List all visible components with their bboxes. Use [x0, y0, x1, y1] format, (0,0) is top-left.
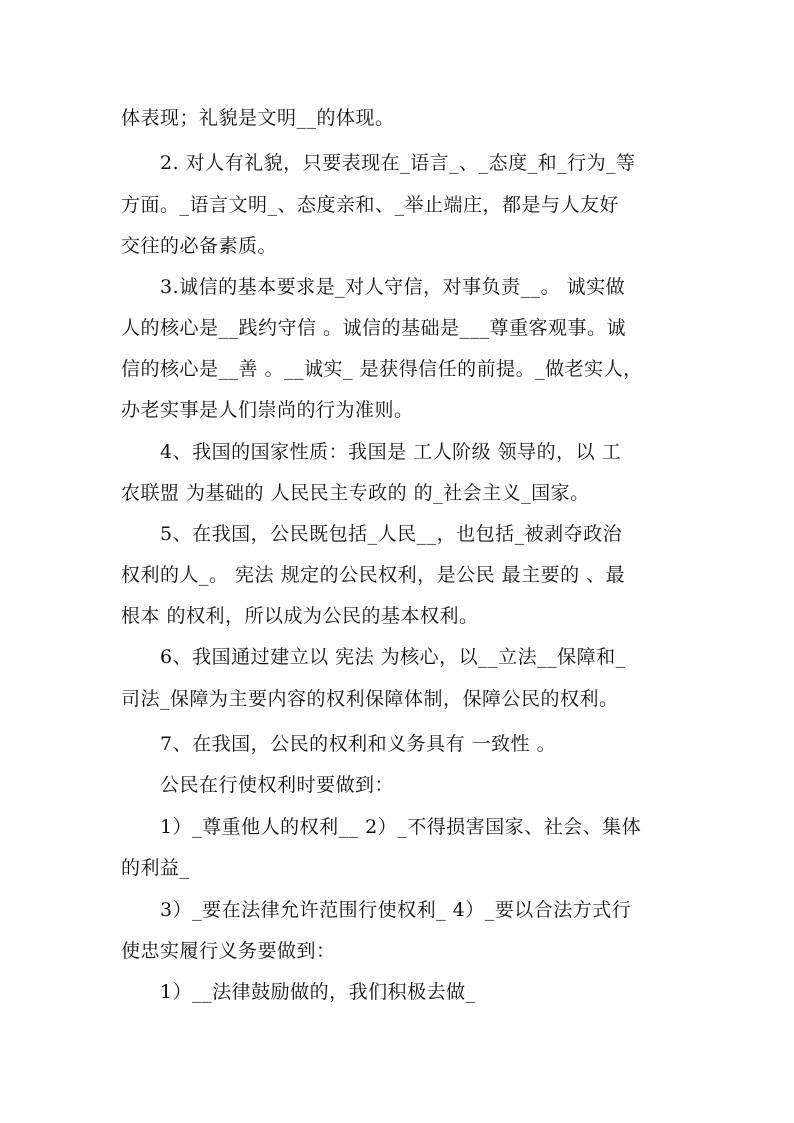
text-line-11: 5、在我国，公民既包括_人民__，也包括_被剥夺政治: [160, 523, 623, 545]
text-line-21: 使忠实履行义务要做到：: [121, 940, 336, 962]
text-line-19: 的利益_: [121, 857, 190, 879]
text-line-16: 7、在我国，公民的权利和义务具有 一致性 。: [160, 733, 557, 755]
text-line-17: 公民在行使权利时要做到：: [160, 774, 395, 796]
text-line-4: 交往的必备素质。: [121, 235, 278, 257]
text-line-20: 3）_要在法律允许范围行使权利_ 4）_要以合法方式行: [160, 899, 632, 921]
text-line-1: 体表现；礼貌是文明__的体现。: [121, 107, 395, 129]
text-line-12: 权利的人_。 宪法 规定的公民权利，是公民 最主要的 、最: [121, 564, 626, 586]
text-line-9: 4、我国的国家性质：我国是 工人阶级 领导的，以 工: [160, 441, 622, 463]
text-line-10: 农联盟 为基础的 人民民主专政的 的_社会主义_国家。: [121, 482, 590, 504]
text-line-7: 信的核心是__善 。__诚实_ 是获得信任的前提。_做老实人，: [121, 358, 643, 380]
text-line-14: 6、我国通过建立以 宪法 为核心，以__立法__保障和_: [160, 646, 626, 668]
text-line-15: 司法_保障为主要内容的权利保障体制，保障公民的权利。: [121, 688, 619, 710]
text-line-8: 办老实事是人们崇尚的行为准则。: [121, 399, 414, 421]
text-line-18: 1）_尊重他人的权利__ 2）_不得损害国家、社会、集体: [160, 816, 642, 838]
text-line-2: 2. 对人有礼貌，只要表现在_语言_、_态度_和_行为_等: [160, 152, 636, 174]
text-line-6: 人的核心是__践约守信 。诚信的基础是___尊重客观事。诚: [121, 317, 627, 339]
text-line-22: 1）__法律鼓励做的，我们积极去做_: [160, 981, 476, 1003]
text-line-5: 3.诚信的基本要求是_对人守信，对事负责__。 诚实做: [160, 276, 626, 298]
text-line-3: 方面。_语言文明_、态度亲和、_举止端庄，都是与人友好: [121, 194, 620, 216]
text-line-13: 根本 的权利，所以成为公民的基本权利。: [121, 605, 479, 627]
